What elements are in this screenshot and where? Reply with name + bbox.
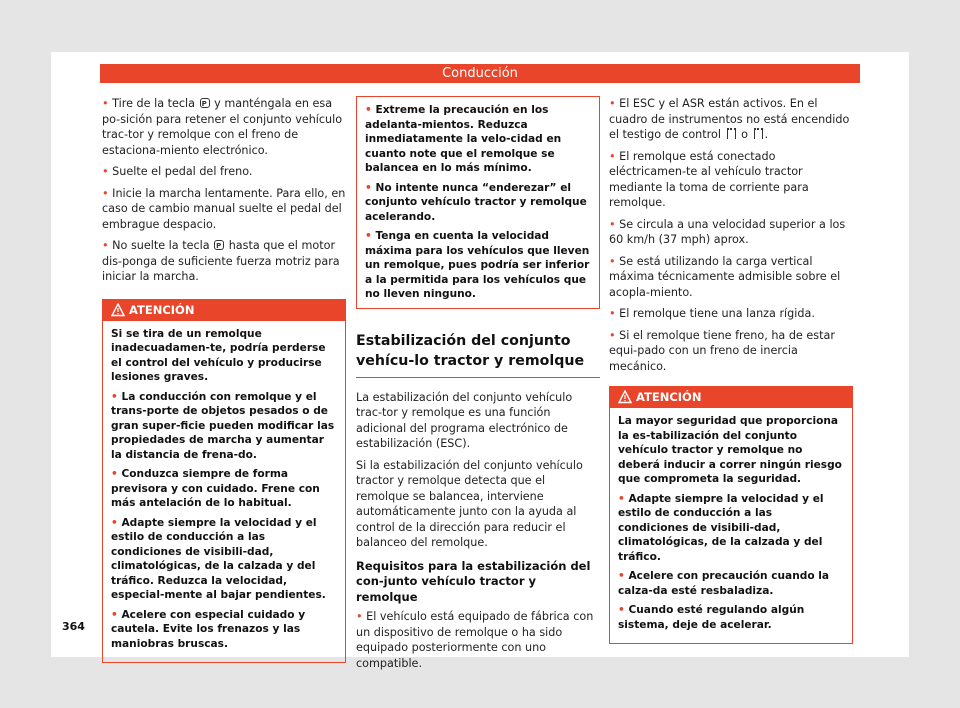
- paragraph: [609, 306, 853, 322]
- bullet: •: [365, 230, 372, 242]
- text: Adapte siempre la velocidad y el estilo de conducción a las condiciones de visibili-dad, climatológicas, de la calzada y del tráfico. Reduzca la velocidad, especial-mente al bajar pendientes.: [111, 516, 326, 601]
- text: o: [741, 128, 748, 141]
- text: y manténgala en esa po-sición para retener el conjunto vehículo trac-tor y remolque con el freno de estaciona-miento electrónico.: [102, 97, 343, 157]
- column-right: [609, 96, 853, 644]
- warning-title: ATENCIÓN: [636, 390, 702, 404]
- bullet: •: [365, 104, 372, 116]
- page-number: 364: [62, 620, 85, 633]
- bullet: •: [102, 186, 109, 200]
- text: Si el remolque tiene freno, ha de estar equi-pado con un freno de inercia mecánico.: [609, 328, 835, 373]
- text: No intente nunca “enderezar” el conjunto vehículo tractor y remolque acelerando.: [365, 181, 587, 223]
- text: El remolque está conectado eléctricamen-te al vehículo tractor mediante la toma de corriente para remolque.: [609, 149, 809, 209]
- bullet: •: [609, 97, 616, 110]
- column-left: [102, 96, 346, 663]
- paragraph: [609, 254, 853, 301]
- bullet: •: [111, 516, 118, 529]
- text: Acelere con especial cuidado y cautela. Evite los frenazos y las maniobras bruscas.: [111, 608, 306, 650]
- text: El remolque tiene una lanza rígida.: [619, 307, 815, 320]
- bullet: •: [618, 604, 625, 616]
- text: Inicie la marcha lentamente. Para ello, en caso de cambio manual suelte el pedal del embrague despacio.: [102, 186, 346, 231]
- paragraph: [356, 609, 600, 671]
- text: Adapte siempre la velocidad y el estilo de conducción a las condiciones de visibili-dad, climatológicas, de la calzada y del tráfico.: [618, 492, 824, 563]
- subheading: Requisitos para la estabilización del con-junto vehículo tractor y remolque: [356, 558, 591, 604]
- bullet: •: [111, 390, 118, 403]
- paragraph: [609, 217, 853, 248]
- paragraph: [102, 164, 346, 180]
- paragraph: [609, 96, 853, 143]
- bullet: •: [618, 570, 625, 582]
- warning-item: [618, 492, 844, 565]
- parking-brake-icon: [200, 98, 210, 108]
- bullet: •: [356, 610, 363, 623]
- text: .: [764, 128, 769, 141]
- warning-item: [111, 467, 337, 511]
- warning-triangle-icon: [618, 390, 632, 404]
- warning-item: [365, 103, 591, 176]
- paragraph: [609, 328, 853, 375]
- text: Extreme la precaución en los adelanta-mientos. Reduzca inmediatamente la velo-cidad en cuanto note que el remolque se balancea en lo más mínimo.: [365, 104, 562, 174]
- text: Cuando esté regulando algún sistema, deje de acelerar.: [618, 604, 805, 631]
- warning-item: [365, 229, 591, 302]
- warning-body: [103, 321, 345, 663]
- bullet: •: [609, 254, 616, 268]
- text: Acelere con precaución cuando la calza-da esté resbaladiza.: [618, 570, 830, 597]
- warning-box: [102, 299, 346, 664]
- paragraph: [609, 149, 853, 211]
- warning-item: [111, 516, 337, 603]
- trailer-stability-lamp-icon: [727, 128, 736, 139]
- esc-off-lamp-icon: [754, 128, 763, 139]
- bullet: •: [609, 328, 616, 342]
- column-middle: [356, 96, 600, 677]
- warning-item: [618, 569, 844, 598]
- warning-header: [103, 300, 345, 321]
- bullet: •: [365, 181, 372, 194]
- warning-header: [610, 387, 852, 408]
- warning-item: [111, 608, 337, 652]
- text: Conduzca siempre de forma previsora y con cuidado. Frene con más antelación de lo habitual.: [111, 468, 320, 509]
- section-title: Estabilización del conjunto vehícu-lo tractor y remolque: [356, 331, 600, 378]
- warning-continuation-box: [356, 96, 600, 309]
- warning-intro: Si se tira de un remolque inadecuadamen-te, podría perderse el control del vehículo y producirse lesiones graves.: [111, 327, 326, 383]
- text: Se circula a una velocidad superior a los 60 km/h (37 mph) aprox.: [609, 217, 846, 246]
- text: Suelte el pedal del freno.: [112, 165, 253, 178]
- warning-item: [365, 181, 591, 225]
- warning-item: [111, 390, 337, 463]
- bullet: •: [111, 608, 118, 621]
- bullet: •: [102, 97, 109, 110]
- paragraph: [102, 186, 346, 233]
- bullet: •: [102, 239, 109, 252]
- text: El ESC y el ASR están activos. En el cuadro de instrumentos no está encendido el testigo de control: [609, 97, 850, 141]
- paragraph: [102, 96, 346, 158]
- paragraph: Si la estabilización del conjunto vehículo tractor y remolque detecta que el remolque se balancea, interviene automáticamente junto con la ayuda al control de la dirección para reducir el balanceo del remolque.: [356, 458, 583, 549]
- text: La conducción con remolque y el trans-porte de objetos pesados o de gran super-ficie pueden modificar las propiedades de marcha y aumentar la distancia de frena-do.: [111, 390, 335, 461]
- section-header: Conducción: [100, 64, 860, 83]
- warning-item: [618, 603, 844, 632]
- bullet: •: [618, 492, 625, 505]
- bullet: •: [102, 165, 109, 178]
- paragraph: [102, 238, 346, 285]
- warning-intro: La mayor seguridad que proporciona la es-tabilización del conjunto vehículo tractor y remolque no deberá inducir a correr ningún riesgo que comprometa la seguridad.: [618, 415, 842, 485]
- text: hasta que el motor dis-ponga de suficiente fuerza motriz para iniciar la marcha.: [102, 239, 340, 283]
- text: El vehículo está equipado de fábrica con un dispositivo de remolque o ha sido equipado posteriormente con uno compatible.: [356, 610, 594, 670]
- bullet: •: [609, 217, 616, 231]
- warning-triangle-icon: [111, 303, 125, 317]
- bullet: •: [111, 468, 118, 480]
- warning-body: [610, 408, 852, 643]
- text: No suelte la tecla: [112, 239, 210, 252]
- text: Tenga en cuenta la velocidad máxima para los vehículos que lleven un remolque, pues podría ser inferior a la permitida para los vehículos que no lleven ninguno.: [365, 230, 590, 300]
- warning-box: [609, 386, 853, 644]
- bullet: •: [609, 307, 616, 320]
- parking-brake-icon: [214, 240, 224, 250]
- bullet: •: [609, 149, 616, 163]
- text: Tire de la tecla: [112, 97, 196, 110]
- paragraph: La estabilización del conjunto vehículo trac-tor y remolque es una función adicional del programa electrónico de estabilización (ESC).: [356, 390, 573, 450]
- text: Se está utilizando la carga vertical máxima técnicamente admisible sobre el acopla-miento.: [609, 254, 841, 299]
- warning-title: ATENCIÓN: [129, 302, 195, 317]
